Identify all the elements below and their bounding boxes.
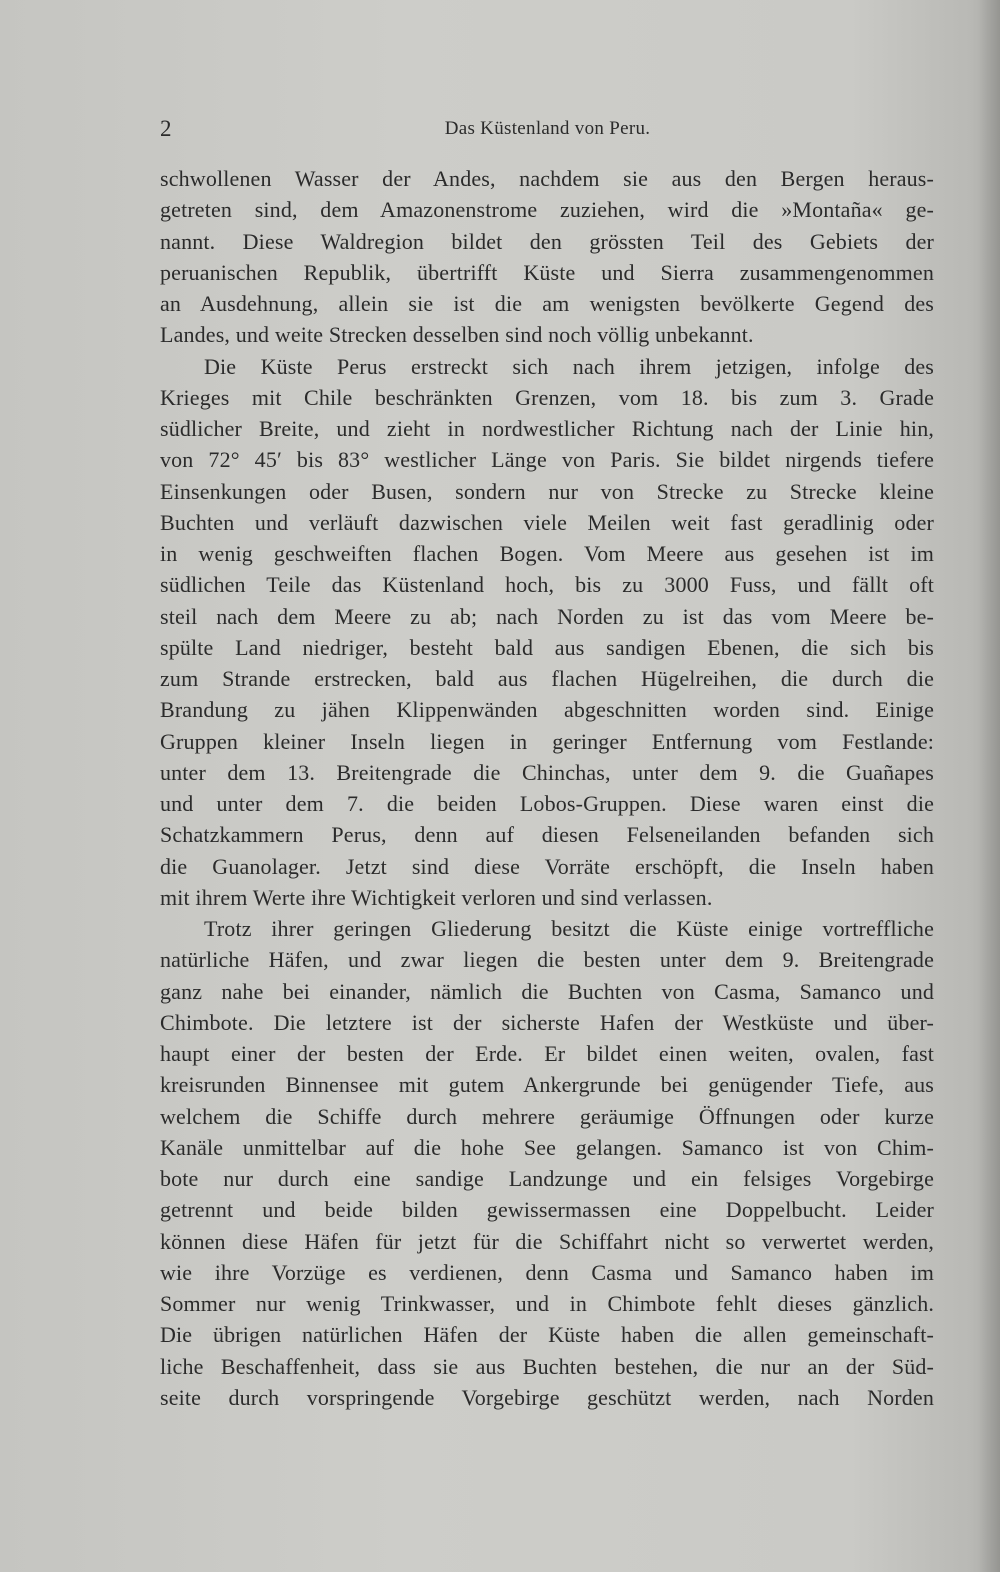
running-title: Das Küstenland von Peru. xyxy=(444,118,651,139)
text-line: Schatzkammern Perus, denn auf diesen Felseneilanden befanden sich xyxy=(160,822,934,848)
text-line: südlichen Teile das Küstenland hoch, bis zu 3000 Fuss, und fällt oft xyxy=(160,572,934,598)
text-line: Brandung zu jähen Klippenwänden abgeschnitten worden sind. Einige xyxy=(160,697,934,723)
text-line: schwollenen Wasser der Andes, nachdem sie aus den Bergen heraus- xyxy=(160,166,934,191)
page-edge-shadow xyxy=(978,0,1000,1572)
text-line: Chimbote. Die letztere ist der sicherste Hafen der Westküste und über- xyxy=(160,1009,934,1035)
text-line: südlicher Breite, und zieht in nordwestlicher Richtung nach der Linie hin, xyxy=(160,416,934,441)
text-line: haupt einer der besten der Erde. Er bildet einen weiten, ovalen, fast xyxy=(160,1041,934,1066)
text-line: Landes, und weite Strecken desselben sind noch völlig unbekannt. xyxy=(160,322,754,348)
text-line: ganz nahe bei einander, nämlich die Buchten von Casma, Samanco und xyxy=(160,978,934,1004)
text-line: Buchten und verläuft dazwischen viele Meilen weit fast geradlinig oder xyxy=(160,509,934,535)
text-line: steil nach dem Meere zu ab; nach Norden zu ist das vom Meere be- xyxy=(160,603,934,629)
text-line: Krieges mit Chile beschränkten Grenzen, vom 18. bis zum 3. Grade xyxy=(160,384,934,410)
text-line: Gruppen kleiner Inseln liegen in geringer Entfernung vom Festlande: xyxy=(160,728,934,754)
text-line: von 72° 45′ bis 83° westlicher Länge von Paris. Sie bildet nirgends tiefere xyxy=(160,447,934,473)
page-header xyxy=(160,114,935,144)
text-line: und unter dem 7. die beiden Lobos-Gruppen. Diese waren einst die xyxy=(160,791,934,816)
text-line: unter dem 13. Breitengrade die Chinchas, unter dem 9. die Guañapes xyxy=(160,759,934,785)
text-line: an Ausdehnung, allein sie ist die am wenigsten bevölkerte Gegend des xyxy=(160,291,934,316)
text-line: nannt. Diese Waldregion bildet den grössten Teil des Gebiets der xyxy=(160,228,934,254)
text-line: mit ihrem Werte ihre Wichtigkeit verloren und sind verlassen. xyxy=(160,884,713,910)
text-line: getrennt und beide bilden gewissermassen eine Doppelbucht. Leider xyxy=(160,1197,934,1223)
text-line: in wenig geschweiften flachen Bogen. Vom Meere aus gesehen ist im xyxy=(160,541,934,566)
text-line: kreisrunden Binnensee mit gutem Ankergrunde bei genügender Tiefe, aus xyxy=(160,1072,934,1098)
text-line: peruanischen Republik, übertrifft Küste und Sierra zusammengenommen xyxy=(160,259,934,285)
body-text xyxy=(160,163,934,1413)
text-line: Die übrigen natürlichen Häfen der Küste haben die allen gemeinschaft- xyxy=(160,1322,934,1348)
text-line: können diese Häfen für jetzt für die Schiffahrt nicht so verwertet werden, xyxy=(160,1228,934,1254)
text-line: Einsenkungen oder Busen, sondern nur von Strecke zu Strecke kleine xyxy=(160,478,934,504)
text-line: zum Strande erstrecken, bald aus flachen Hügelreihen, die durch die xyxy=(160,666,934,691)
text-line: bote nur durch eine sandige Landzunge und ein felsiges Vorgebirge xyxy=(160,1166,934,1191)
page-number: 2 xyxy=(160,116,172,141)
text-line: Sommer nur wenig Trinkwasser, und in Chimbote fehlt dieses gänzlich. xyxy=(160,1291,934,1316)
text-line: Die Küste Perus erstreckt sich nach ihrem jetzigen, infolge des xyxy=(204,353,934,379)
text-line: getreten sind, dem Amazonenstrome zuziehen, wird die »Montaña« ge- xyxy=(160,197,934,223)
text-line: natürliche Häfen, und zwar liegen die besten unter dem 9. Breitengrade xyxy=(160,947,934,973)
text-line: wie ihre Vorzüge es verdienen, denn Casma und Samanco haben im xyxy=(160,1259,934,1285)
text-line: Trotz ihrer geringen Gliederung besitzt die Küste einige vortreffliche xyxy=(204,916,934,941)
text-line: die Guanolager. Jetzt sind diese Vorräte erschöpft, die Inseln haben xyxy=(160,853,934,879)
text-line: welchem die Schiffe durch mehrere geräumige Öffnungen oder kurze xyxy=(160,1103,934,1129)
text-line: Kanäle unmittelbar auf die hohe See gelangen. Samanco ist von Chim- xyxy=(160,1134,934,1160)
text-line: seite durch vorspringende Vorgebirge geschützt werden, nach Norden xyxy=(160,1384,934,1410)
text-line: liche Beschaffenheit, dass sie aus Buchten bestehen, die nur an der Süd- xyxy=(160,1353,934,1379)
text-line: spülte Land niedriger, besteht bald aus sandigen Ebenen, die sich bis xyxy=(160,634,934,660)
